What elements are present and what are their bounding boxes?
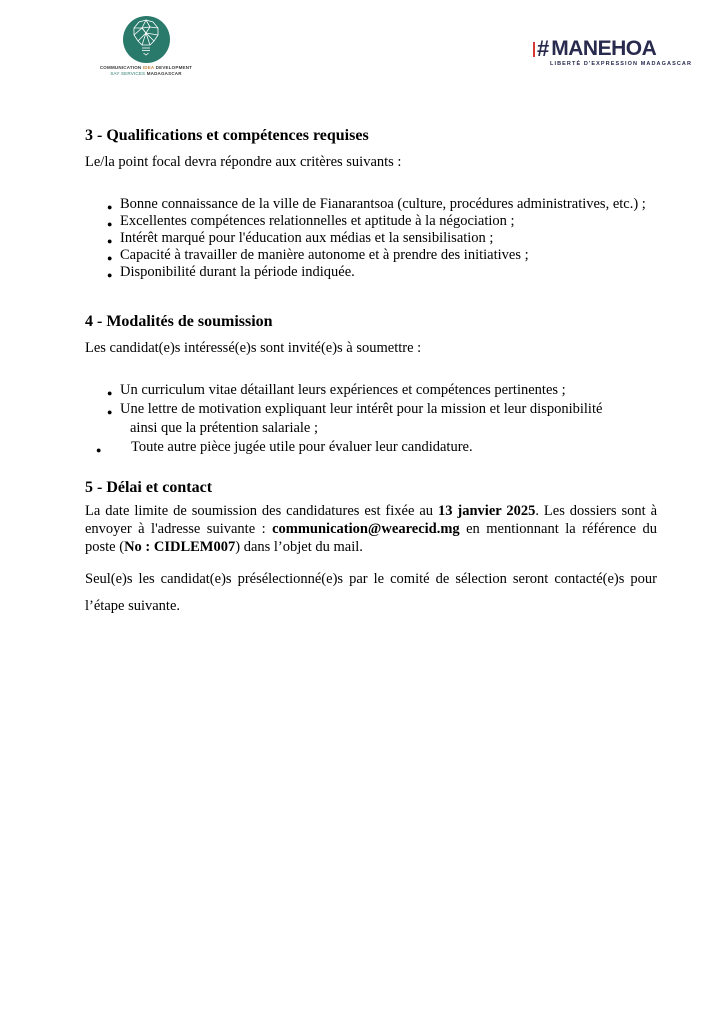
list-item-line1: Une lettre de motivation expliquant leur intérêt pour la mission et leur disponibilité: [120, 401, 603, 418]
section5: [85, 478, 657, 620]
section3-intro: Le/la point focal devra répondre aux critères suivants :: [85, 154, 402, 171]
address-text: . Les dossiers sont à envoyer à l'adresse suivante :: [85, 503, 658, 538]
list-item: ● Capacité à travailler de manière autonome et à prendre des initiatives ;: [120, 247, 657, 264]
cid-logo-circle: [123, 16, 170, 63]
deadline-text: La date limite de soumission des candidatures est fixée au: [85, 503, 438, 520]
section5-heading: 5 - Délai et contact: [85, 479, 213, 497]
manehoa-tagline: LIBERTÉ D'EXPRESSION MADAGASCAR: [550, 61, 693, 67]
job-reference-code: No : CIDLEM007: [124, 539, 236, 556]
list-item-line2: ainsi que la prétention salariale ;: [130, 420, 319, 437]
list-item: ● Bonne connaissance de la ville de Fianarantsoa (culture, procédures administratives, etc.) ;: [120, 196, 657, 213]
document-content: [85, 126, 657, 620]
cid-logo: [85, 16, 207, 76]
cid-word-development: DEVELOPMENT: [155, 65, 193, 70]
cid-tagline-left: SAY SERVICES: [110, 71, 146, 76]
cid-logo-line2: [85, 71, 207, 76]
list-item: ● Toute autre pièce jugée utile pour évaluer leur candidature.: [120, 438, 657, 457]
section3-heading: 3 - Qualifications et compétences requises: [85, 127, 369, 144]
cid-tagline-right: MADAGASCAR: [146, 71, 182, 76]
section4: [85, 312, 657, 458]
cid-word-communication: COMMUNICATION: [99, 65, 142, 70]
reference-text-end: ) dans l’objet du mail.: [235, 539, 363, 556]
hashtag-icon: #: [533, 38, 549, 60]
manehoa-wordmark: [533, 38, 692, 60]
cid-word-idea: IDEA: [142, 65, 155, 70]
reference-text: en mentionnant la référence du poste (: [85, 521, 657, 556]
closing-paragraph: Seul(e)s les candidat(e)s présélectionné(e)s par le comité de sélection seront contacté(e)s pour l’étape suivante.: [85, 571, 657, 615]
section3-bullet-list: [85, 196, 657, 281]
lightbulb-polygon-icon: [129, 18, 163, 61]
section4-heading: 4 - Modalités de soumission: [85, 312, 273, 330]
manehoa-name: MANEHOA: [551, 37, 657, 60]
list-item: [120, 400, 657, 438]
contact-email: communication@wearecid.mg: [272, 521, 460, 538]
list-item: ● Intérêt marqué pour l'éducation aux médias et la sensibilisation ;: [120, 230, 657, 247]
list-item: ● Excellentes compétences relationnelles et aptitude à la négociation ;: [120, 213, 657, 230]
manehoa-logo: [533, 38, 692, 67]
list-item: ● Disponibilité durant la période indiquée.: [120, 264, 657, 281]
list-item: ● Un curriculum vitae détaillant leurs expériences et compétences pertinentes ;: [120, 381, 657, 400]
section5-paragraph: [85, 502, 657, 556]
deadline-date: 13 janvier 2025: [437, 503, 536, 520]
section4-intro: Les candidat(e)s intéressé(e)s sont invité(e)s à soumettre :: [85, 339, 422, 356]
section4-bullet-list: [85, 381, 657, 457]
